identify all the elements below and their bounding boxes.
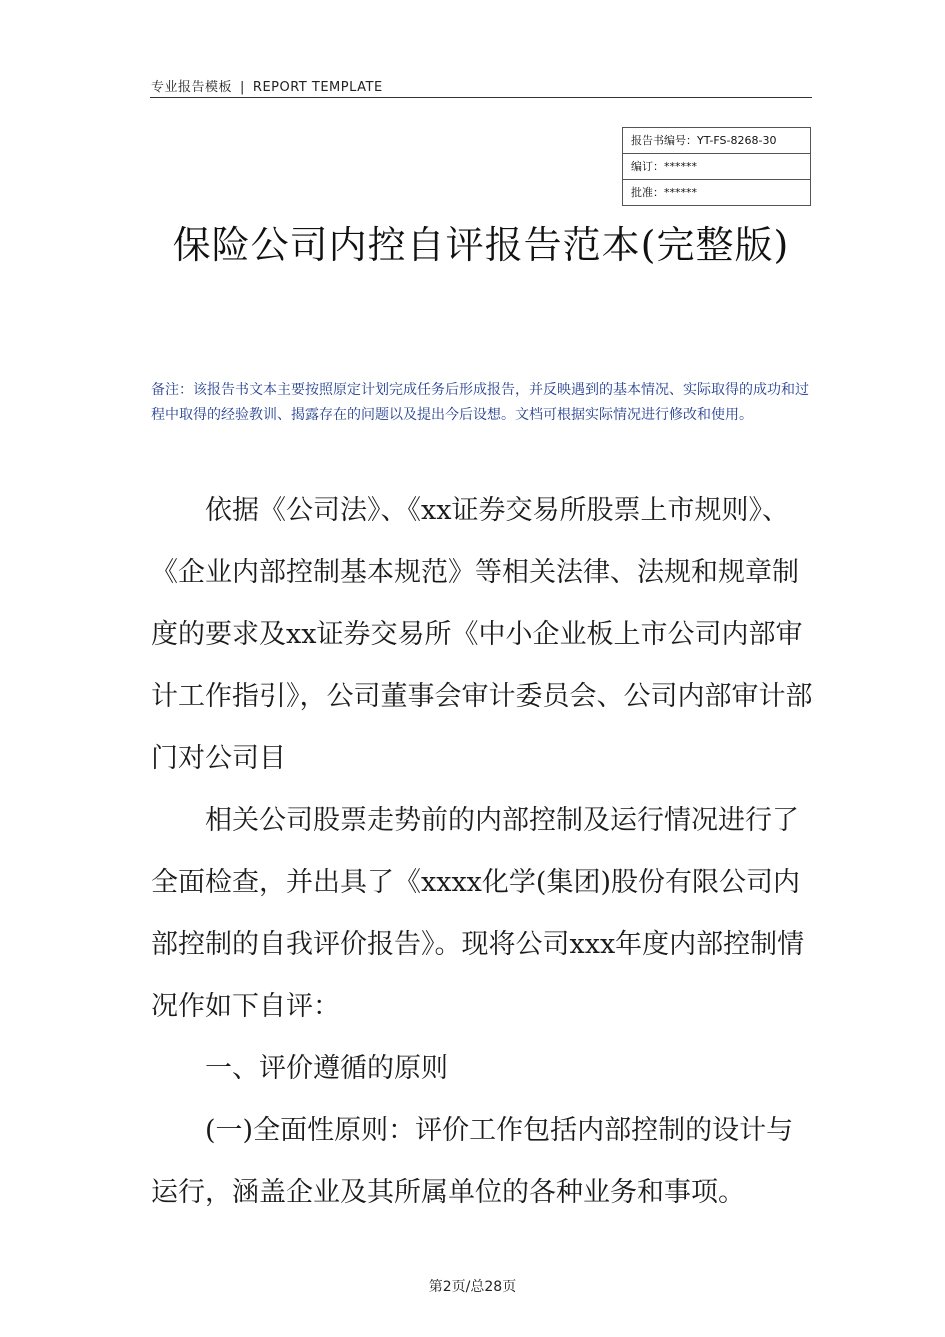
report-approver: 批准：****** bbox=[631, 186, 697, 199]
body-paragraph: (一)全面性原则：评价工作包括内部控制的设计与运行，涵盖企业及其所属单位的各种业务和事项。 bbox=[151, 1115, 794, 1208]
report-editor: 编订：****** bbox=[623, 154, 810, 180]
header-label-en: REPORT TEMPLATE bbox=[252, 80, 383, 95]
page-number: 第2页/总28页 bbox=[428, 1279, 517, 1295]
page-header bbox=[151, 76, 383, 95]
document-note: 备注：该报告书文本主要按照原定计划完成任务后形成报告，并反映遇到的基本情况、实际取得的成功和过程中取得的经验教训、揭露存在的问题以及提出今后设想。文档可根据实际情况进行修改和使用。 bbox=[151, 382, 809, 423]
header-label-cn: 专业报告模板 bbox=[151, 80, 233, 95]
body-paragraph: 相关公司股票走势前的内部控制及运行情况进行了全面检查，并出具了《xxxx化学(集团)股份有限公司内部控制的自我评价报告》。现将公司xxx年度内部控制情况作如下自评： bbox=[151, 805, 805, 1022]
header-separator: | bbox=[240, 80, 245, 95]
report-info-box bbox=[622, 127, 811, 206]
report-code: 报告书编号：YT-FS-8268-30 bbox=[623, 128, 810, 154]
body-paragraph: 依据《公司法》、《xx证券交易所股票上市规则》、《企业内部控制基本规范》等相关法律、法规和规章制度的要求及xx证券交易所《中小企业板上市公司内部审计工作指引》，公司董事会审计委员会、公司内部审计部门对公司目 bbox=[151, 495, 813, 774]
document-title: 保险公司内控自评报告范本(完整版) bbox=[172, 223, 790, 267]
section-heading: 一、评价遵循的原则 bbox=[205, 1053, 448, 1084]
header-rule bbox=[150, 97, 812, 98]
document-body bbox=[151, 480, 813, 1224]
